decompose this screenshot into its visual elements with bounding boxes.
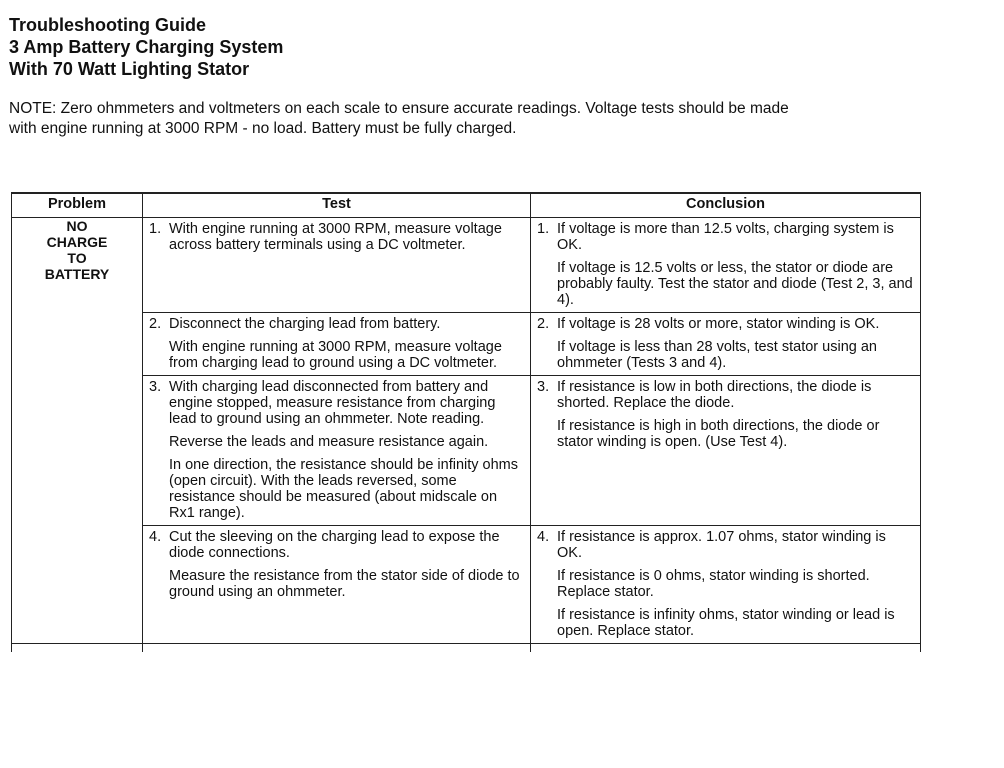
title-line-2: 3 Amp Battery Charging System	[9, 37, 284, 57]
concl-paragraph: If resistance is infinity ohms, stator winding or lead is open. Replace stator.	[557, 607, 895, 639]
concl-number: 2.	[537, 316, 550, 332]
test-paragraph: Reverse the leads and measure resistance again.	[169, 434, 489, 450]
test-paragraph: In one direction, the resistance should be infinity ohms (open circuit). With the leads reversed, some resistance should be measured (about midscale on Rx1 range).	[169, 457, 519, 521]
conclusion-cell	[531, 218, 921, 313]
test-cell	[143, 526, 531, 644]
concl-number: 4.	[537, 529, 550, 545]
column-header-conclusion: Conclusion	[531, 193, 921, 218]
test-number: 4.	[149, 529, 162, 545]
table-body	[12, 218, 921, 653]
test-paragraph: With engine running at 3000 RPM, measure voltage from charging lead to ground using a DC voltmeter.	[169, 339, 502, 371]
concl-text: If voltage is 28 volts or more, stator winding is OK.	[557, 316, 880, 332]
test-item-4	[149, 529, 524, 561]
table-row	[12, 376, 921, 526]
test-text: Disconnect the charging lead from battery.	[169, 316, 441, 332]
test-item-1	[149, 221, 524, 253]
table-row	[12, 218, 921, 313]
guide-title	[9, 14, 283, 80]
problem-line: NO	[66, 218, 88, 234]
test-number: 2.	[149, 316, 162, 332]
concl-text: If resistance is low in both directions, the diode is shorted. Replace the diode.	[557, 379, 872, 411]
problem-line: BATTERY	[44, 266, 110, 282]
table-row	[12, 526, 921, 644]
table-row	[12, 313, 921, 376]
concl-paragraph: If resistance is 0 ohms, stator winding is shorted. Replace stator.	[557, 568, 870, 600]
conclusion-cell	[531, 526, 921, 644]
test-number: 3.	[149, 379, 162, 395]
test-text: With engine running at 3000 RPM, measure voltage across battery terminals using a DC voltmeter.	[169, 221, 502, 253]
concl-number: 3.	[537, 379, 550, 395]
concl-item-3	[537, 379, 914, 411]
note-paragraph: NOTE: Zero ohmmeters and voltmeters on each scale to ensure accurate readings. Voltage tests should be made with engine running at 3000 RPM - no load. Battery must be fully charged.	[9, 100, 789, 137]
test-paragraph: Measure the resistance from the stator side of diode to ground using an ohmmeter.	[169, 568, 520, 600]
column-header-problem: Problem	[12, 193, 143, 218]
problem-line: TO	[67, 250, 87, 266]
concl-item-2	[537, 316, 914, 332]
concl-paragraph: If voltage is 12.5 volts or less, the stator or diode are probably faulty. Test the stator and diode (Test 2, 3, and 4).	[557, 260, 913, 308]
test-text: With charging lead disconnected from battery and engine stopped, measure resistance from charging lead to ground using an ohmmeter. Note reading.	[169, 379, 496, 427]
test-number: 1.	[149, 221, 162, 237]
title-line-1: Troubleshooting Guide	[9, 15, 206, 35]
test-item-3	[149, 379, 524, 427]
column-header-test: Test	[143, 193, 531, 218]
problem-cell	[12, 218, 143, 644]
concl-number: 1.	[537, 221, 550, 237]
concl-text: If voltage is more than 12.5 volts, charging system is OK.	[557, 221, 894, 253]
test-item-2	[149, 316, 524, 332]
test-cell	[143, 313, 531, 376]
problem-line: CHARGE	[46, 234, 108, 250]
conclusion-cell	[531, 313, 921, 376]
concl-text: If resistance is approx. 1.07 ohms, stator winding is OK.	[557, 529, 886, 561]
concl-paragraph: If resistance is high in both directions, the diode or stator winding is open. (Use Test 4).	[557, 418, 880, 450]
test-cell	[143, 218, 531, 313]
concl-item-4	[537, 529, 914, 561]
table-row-partial	[12, 644, 921, 653]
test-text: Cut the sleeving on the charging lead to expose the diode connections.	[169, 529, 500, 561]
test-cell	[143, 376, 531, 526]
conclusion-cell	[531, 376, 921, 526]
concl-item-1	[537, 221, 914, 253]
troubleshooting-table	[11, 192, 921, 652]
concl-paragraph: If voltage is less than 28 volts, test stator using an ohmmeter (Tests 3 and 4).	[557, 339, 877, 371]
table-header-row	[12, 193, 921, 218]
title-line-3: With 70 Watt Lighting Stator	[9, 59, 250, 79]
